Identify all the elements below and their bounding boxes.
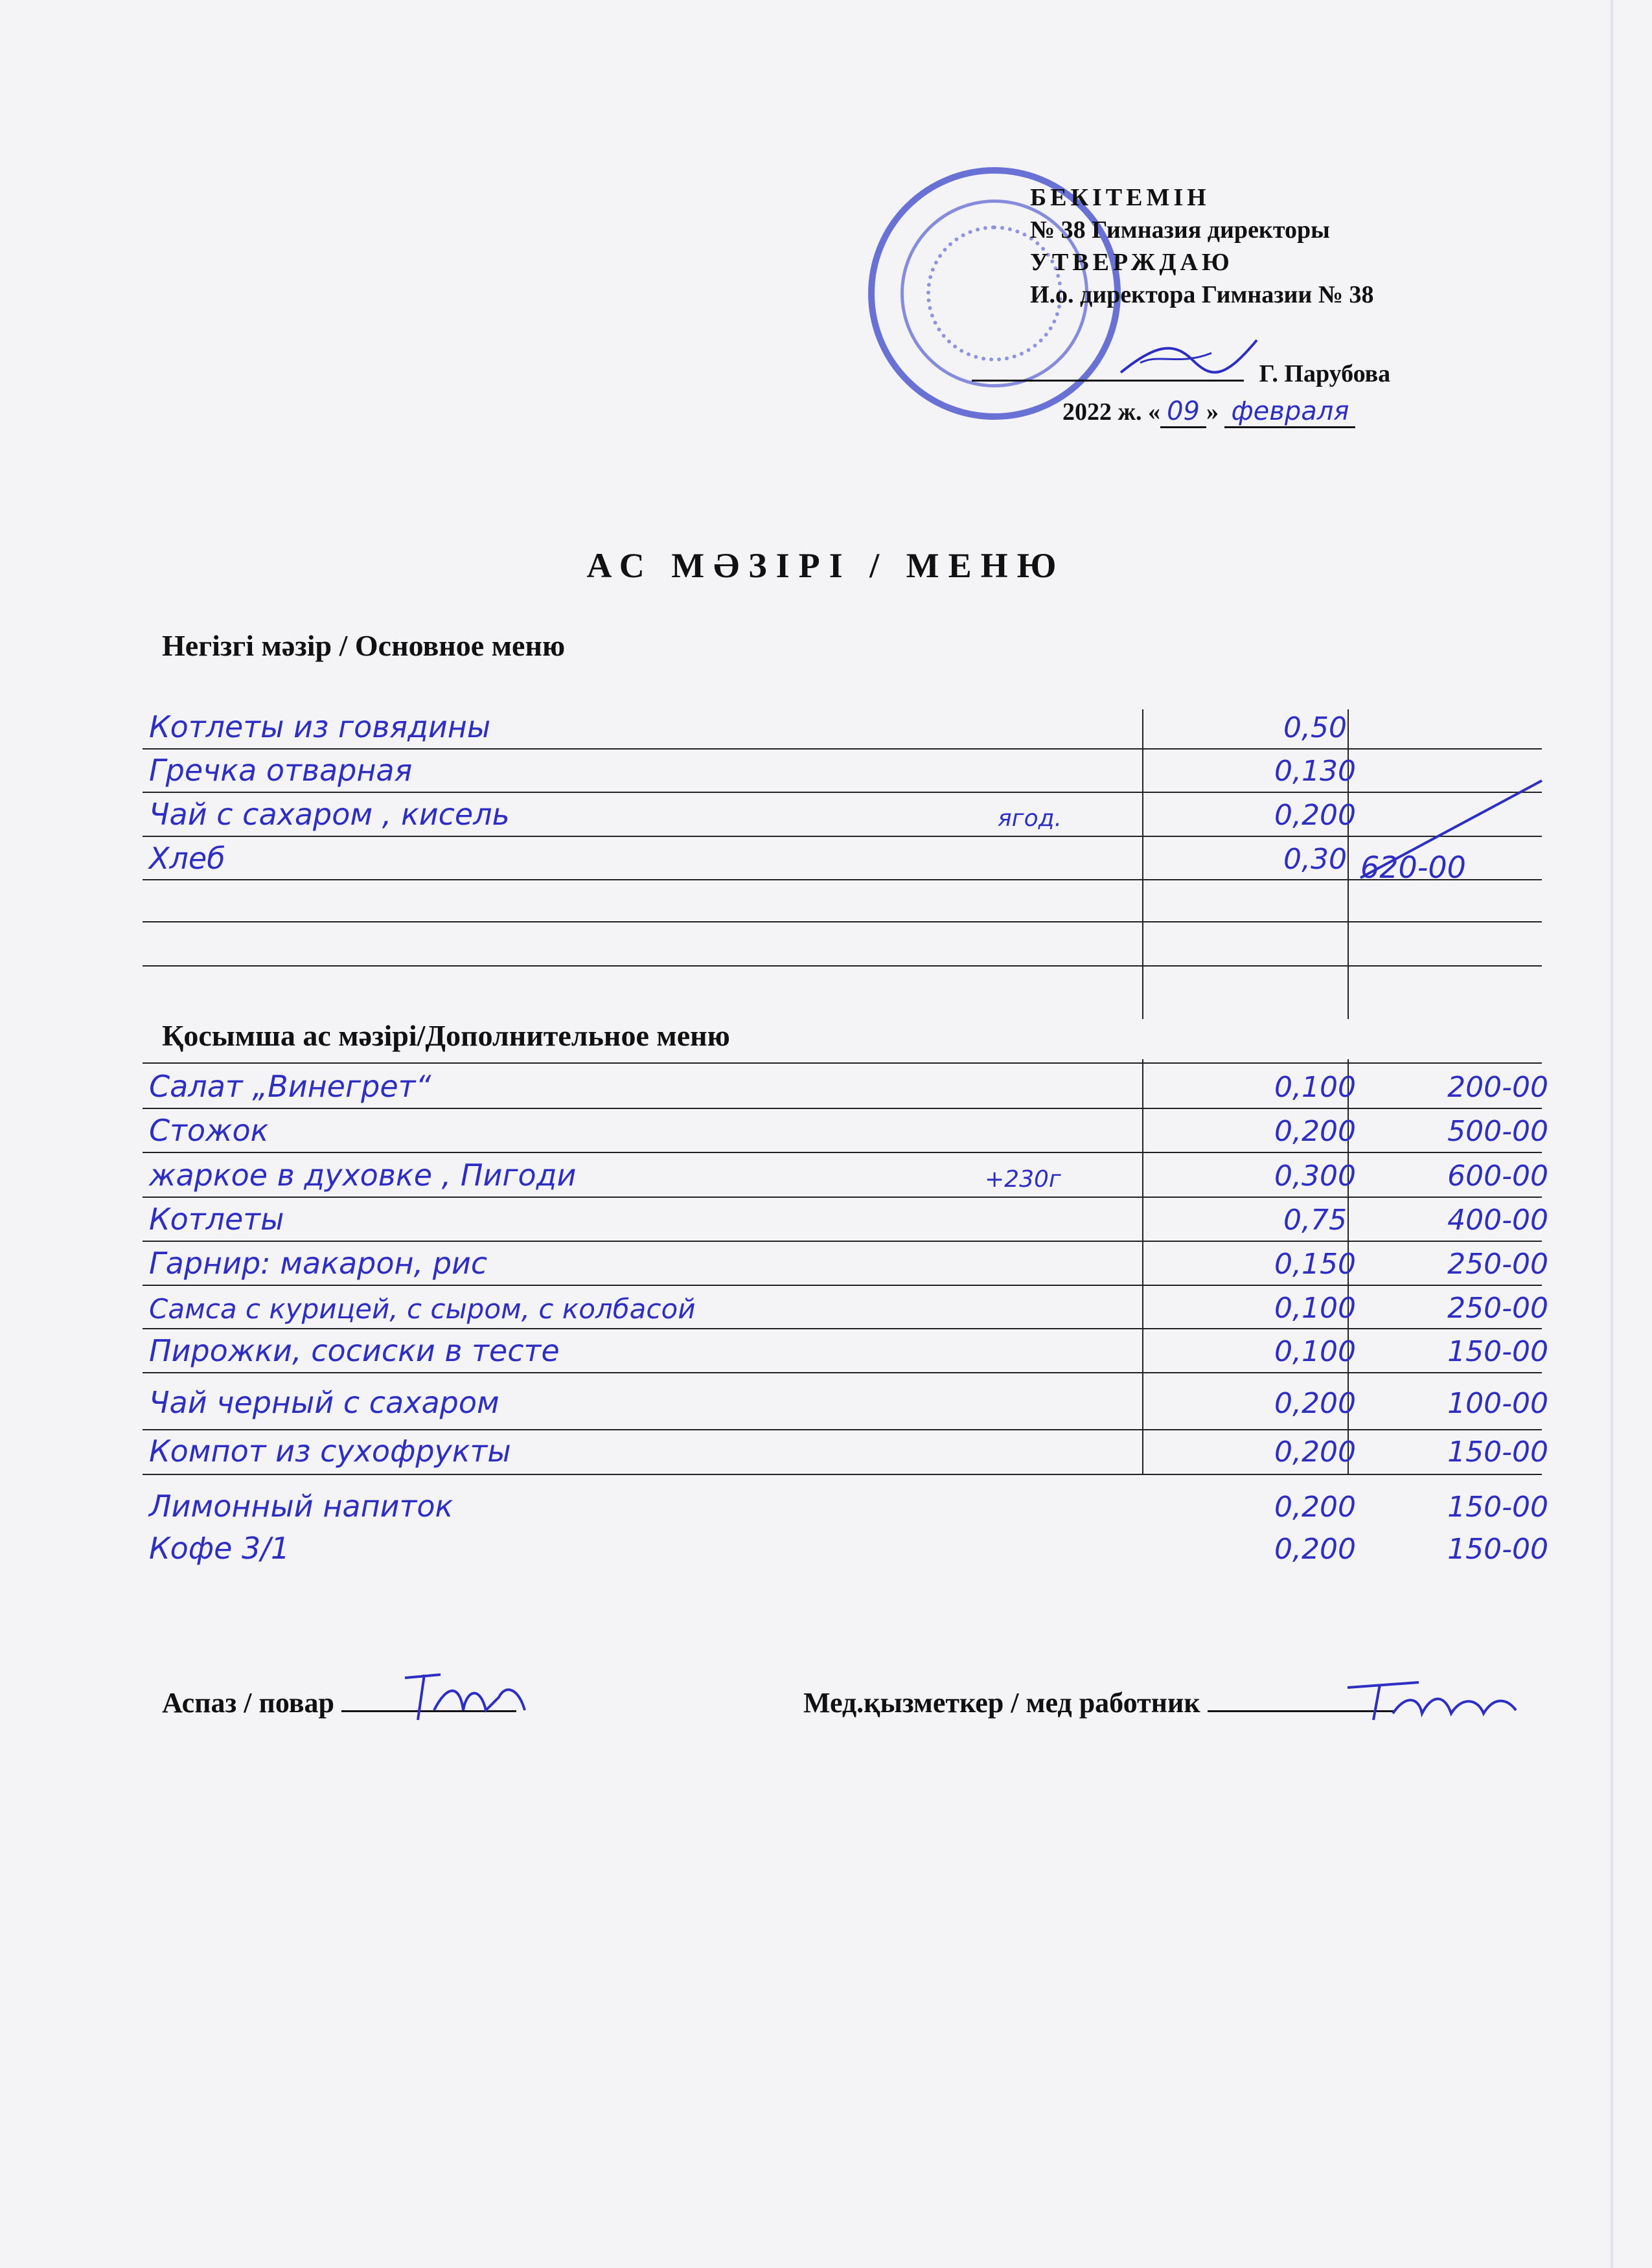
extra-menu-row: Чай черный с сахаром 0,200 100-00 [149,1385,1548,1420]
extra-menu-heading: Қосымша ас мәзірі/Дополнительное меню [162,1019,730,1052]
extra-menu-row: Компот из сухофрукты 0,200 150-00 [149,1434,1548,1469]
extra-menu-row: Стожок 0,200 500-00 [149,1113,1548,1148]
cook-signature [395,1658,538,1730]
extra-menu-row: жаркое в духовке , Пигоди +230г 0,300 600-00 [149,1158,1548,1193]
approval-block [1030,181,1374,311]
extra-menu-row: Котлеты 0,75 400-00 [149,1202,1548,1237]
extra-menu-row: Кофе 3/1 0,200 150-00 [149,1531,1548,1566]
signatory-row [972,360,1390,388]
approve-kz: БЕКІТЕМІН [1030,184,1210,211]
main-menu-row: Чай с сахаром , кисель ягод. 0,200 [149,797,1356,832]
med-signature [1341,1675,1522,1726]
med-label: Мед.қызметкер / мед работник [803,1687,1200,1719]
extra-menu-row: Самса с курицей, с сыром, с колбасой 0,100 250-00 [149,1292,1548,1325]
cook-label: Аспаз / повар [162,1687,334,1719]
extra-menu-row: Гарнир: макарон, рис 0,150 250-00 [149,1246,1548,1281]
signature-line [972,380,1244,382]
main-menu-row: Хлеб 0,30 [149,841,1347,876]
approval-date: 2022 ж. « 09 » февраля [1062,396,1355,426]
extra-menu-row: Лимонный напиток 0,200 150-00 [149,1489,1548,1524]
main-menu-row: Котлеты из говядины 0,50 [149,709,1347,744]
date-month: февраля [1224,396,1355,428]
med-signature-field [803,1686,1395,1719]
main-menu-total: 620-00 [1360,850,1466,885]
signatory-name: Г. Парубова [1259,360,1391,387]
scan-edge [1611,0,1613,2268]
extra-menu-row: Пирожки, сосиски в тесте 0,100 150-00 [149,1333,1548,1368]
page-title: АС МӘЗІРІ / МЕНЮ [586,546,1066,585]
main-menu-heading: Негізгі мәзір / Основное меню [162,629,566,662]
director-kz: № 38 Гимназия директоры [1030,216,1330,244]
date-day: 09 [1160,396,1206,428]
director-ru: И.о. директора Гимназии № 38 [1030,281,1374,308]
main-menu-row: Гречка отварная 0,130 [149,753,1356,788]
approve-ru: УТВЕРЖДАЮ [1030,249,1233,276]
extra-menu-row: Салат „Винегрет“ 0,100 200-00 [149,1069,1548,1104]
